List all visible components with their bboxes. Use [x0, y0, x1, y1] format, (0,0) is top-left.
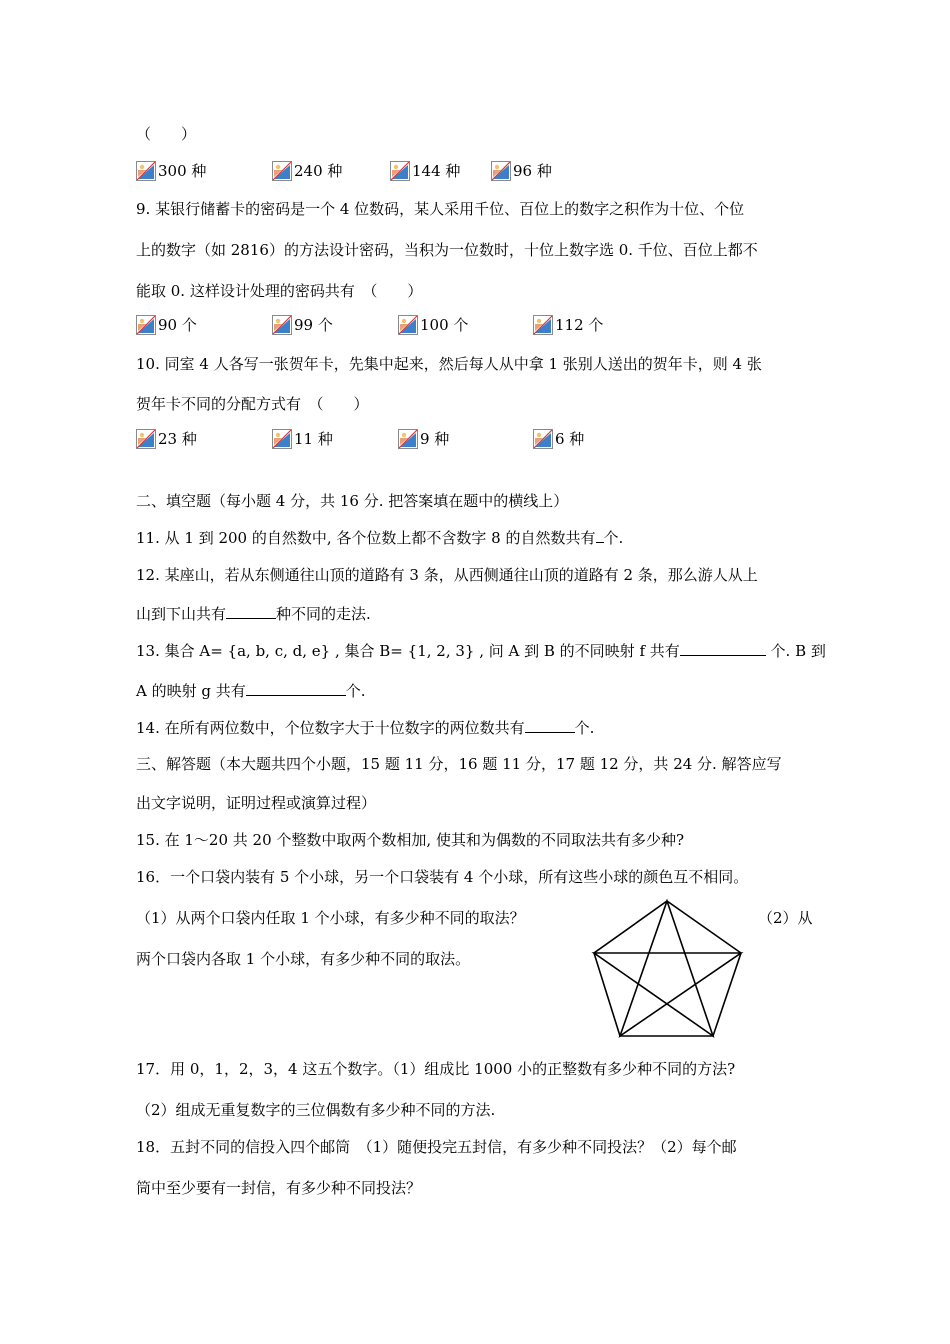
option-c: [390, 160, 460, 181]
broken-image-icon: [398, 315, 418, 335]
option-label: 300 种: [158, 162, 207, 180]
q9-line-2: 上的数字（如 2816）的方法设计密码，当积为一位数时，十位上数字选 0. 千位、百位上都不: [136, 241, 758, 259]
broken-image-icon: [398, 429, 418, 449]
q17-line-1: 17．用 0，1，2，3，4 这五个数字。（1）组成比 1000 小的正整数有多少种不同的方法?: [136, 1060, 736, 1078]
q10-line-1: 10. 同室 4 人各写一张贺年卡，先集中起来，然后每人从中拿 1 张别人送出的贺年卡，则 4 张: [136, 355, 762, 373]
option-b: [272, 314, 333, 335]
answer-blank[interactable]: [246, 681, 346, 696]
q14: 14. 在所有两位数中，个位数字大于十位数字的两位数共有 个.: [136, 719, 595, 737]
option-label: 9 种: [420, 430, 450, 448]
broken-image-icon: [533, 429, 553, 449]
broken-image-icon: [272, 429, 292, 449]
broken-image-icon: [136, 315, 156, 335]
star-lines: [594, 901, 741, 1036]
q12-line-1: 12. 某座山，若从东侧通往山顶的道路有 3 条，从西侧通往山顶的道路有 2 条，那么游人从上: [136, 566, 758, 584]
q15: 15. 在 1～20 共 20 个整数中取两个数相加, 使其和为偶数的不同取法共有多少种?: [136, 831, 684, 849]
q8-answer-paren: （ ）: [136, 125, 197, 143]
option-b: [272, 160, 342, 181]
q11: 11. 从 1 到 200 的自然数中, 各个位数上都不含数字 8 的自然数共有 个.: [136, 529, 624, 547]
option-label: 99 个: [294, 316, 333, 334]
q13-line-2: A 的映射 g 共有 个.: [136, 682, 366, 700]
q12-line-2: 山到下山共有 种不同的走法.: [136, 605, 371, 623]
option-label: 90 个: [158, 316, 197, 334]
broken-image-icon: [272, 161, 292, 181]
pentagram-figure: [590, 898, 746, 1040]
option-label: 144 种: [412, 162, 461, 180]
option-d: [533, 428, 584, 449]
option-label: 96 种: [513, 162, 552, 180]
broken-image-icon: [136, 161, 156, 181]
option-a: [136, 428, 197, 449]
broken-image-icon: [136, 429, 156, 449]
answer-blank[interactable]: [596, 528, 604, 543]
option-a: [136, 314, 197, 335]
option-d: [491, 160, 552, 181]
option-label: 6 种: [555, 430, 585, 448]
answer-blank[interactable]: [525, 718, 575, 733]
broken-image-icon: [491, 161, 511, 181]
option-label: 11 种: [294, 430, 333, 448]
option-c: [398, 428, 449, 449]
section3-heading-line-2: 出文字说明，证明过程或演算过程）: [136, 794, 377, 812]
q10-line-2: 贺年卡不同的分配方式有 （ ）: [136, 395, 369, 413]
option-label: 112 个: [555, 316, 604, 334]
option-a: [136, 160, 206, 181]
option-d: [533, 314, 603, 335]
q13-line-1: 13. 集合 A= {a, b, c, d, e} , 集合 B= {1, 2, 3} , 问 A 到 B 的不同映射 f 共有 个. B 到: [136, 642, 826, 660]
option-c: [398, 314, 468, 335]
q16-part-2-start: （2）从: [758, 909, 813, 927]
q9-line-3: 能取 0. 这样设计处理的密码共有 （ ）: [136, 282, 423, 300]
q17-line-2: （2）组成无重复数字的三位偶数有多少种不同的方法.: [136, 1101, 496, 1119]
answer-blank[interactable]: [680, 641, 766, 656]
option-b: [272, 428, 333, 449]
option-label: 23 种: [158, 430, 197, 448]
q16-part-1: （1）从两个口袋内任取 1 个小球，有多少种不同的取法？: [136, 909, 525, 927]
q16-line-3: 两个口袋内各取 1 个小球，有多少种不同的取法。: [136, 950, 471, 968]
answer-blank[interactable]: [226, 604, 276, 619]
option-label: 100 个: [420, 316, 469, 334]
q16-line-1: 16．一个口袋内装有 5 个小球，另一个口袋装有 4 个小球，所有这些小球的颜色互不相同。: [136, 868, 749, 886]
section2-heading: 二、填空题（每小题 4 分，共 16 分. 把答案填在题中的横线上）: [136, 492, 569, 510]
q18-line-2: 筒中至少要有一封信，有多少种不同投法？: [136, 1179, 422, 1197]
broken-image-icon: [533, 315, 553, 335]
q18-line-1: 18．五封不同的信投入四个邮筒 （1）随便投完五封信，有多少种不同投法？（2）每个邮: [136, 1138, 737, 1156]
broken-image-icon: [390, 161, 410, 181]
q9-line-1: 9. 某银行储蓄卡的密码是一个 4 位数码，某人采用千位、百位上的数字之积作为十位、个位: [136, 200, 745, 218]
broken-image-icon: [272, 315, 292, 335]
section3-heading-line-1: 三、解答题（本大题共四个小题，15 题 11 分，16 题 11 分，17 题 12 分，共 24 分. 解答应写: [136, 755, 782, 773]
option-label: 240 种: [294, 162, 343, 180]
